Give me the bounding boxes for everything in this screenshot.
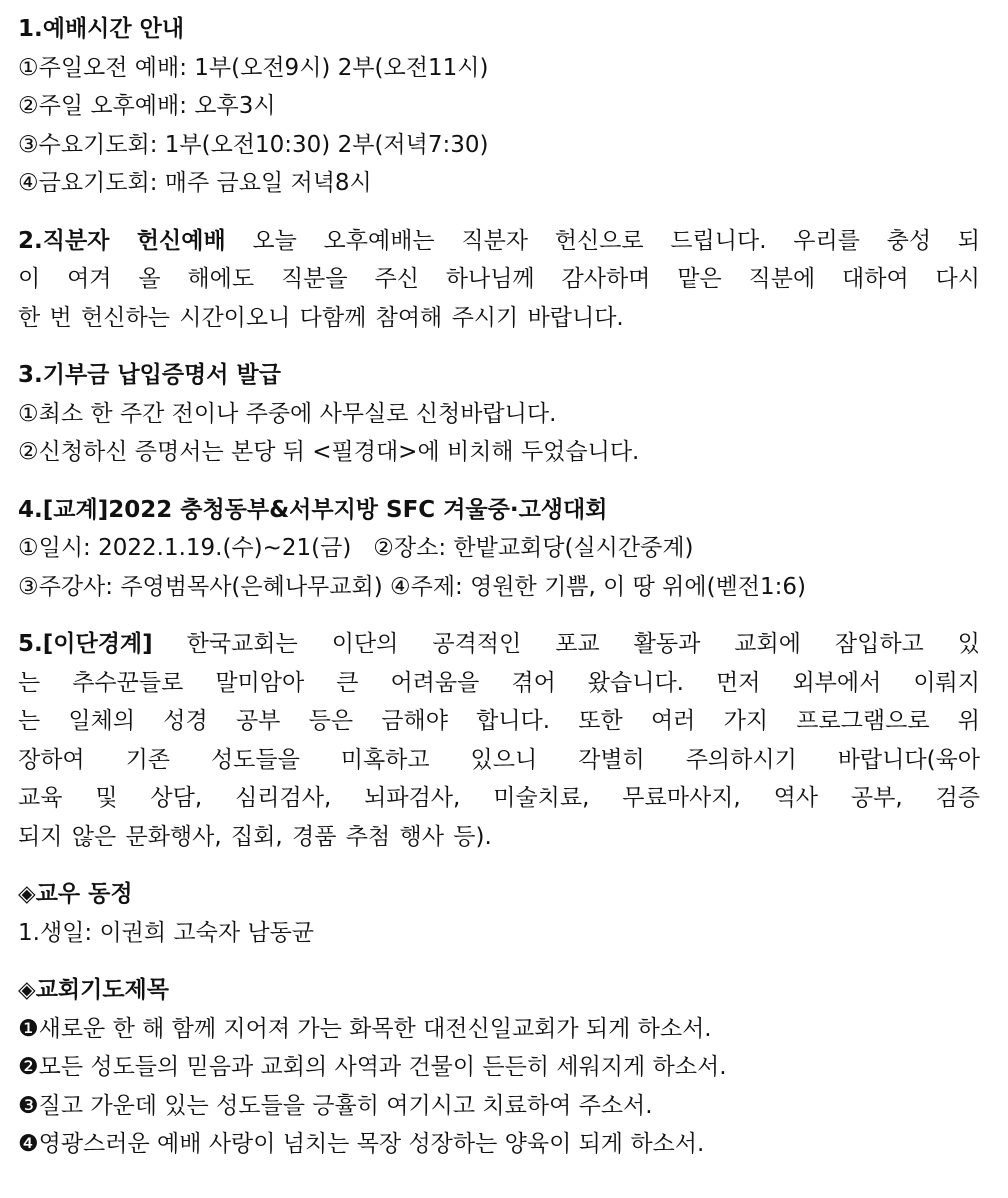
- dedication-line: 한 번 헌신하는 시간이오니 다함께 참여해 주시기 바랍니다.: [18, 304, 624, 331]
- dedication-line: 이 여겨 올 해에도 직분을 주신 하나님께 감사하며 맡은 직분에 대하여 다시: [18, 266, 980, 292]
- worship-times-item: ①주일오전 예배: 1부(오전9시) 2부(오전11시): [18, 54, 489, 81]
- donation-receipt-section: [18, 356, 980, 472]
- sfc-camp-item: ①일시: 2022.1.19.(수)~21(금) ②장소: 한밭교회당(실시간중계): [18, 535, 694, 561]
- worship-times-item: ②주일 오후예배: 오후3시: [18, 93, 276, 119]
- prayer-topic-item: ❸질고 가운데 있는 성도들을 긍휼히 여기시고 치료하여 주소서.: [18, 1092, 653, 1119]
- member-news-heading: ◈교우 동정: [18, 881, 133, 907]
- worship-times-heading: 1.예배시간 안내: [18, 16, 185, 42]
- worship-times-item: ④금요기도회: 매주 금요일 저녁8시: [18, 170, 372, 196]
- worship-times-item: ③수요기도회: 1부(오전10:30) 2부(저녁7:30): [18, 131, 489, 158]
- section-gap: [18, 472, 980, 491]
- heresy-warning-line: 되지 않은 문화행사, 집회, 경품 추첨 행사 등).: [18, 823, 492, 850]
- heresy-warning-line: 교육 및 상담, 심리검사, 뇌파검사, 미술치료, 무료마사지, 역사 공부, 검증: [18, 785, 980, 811]
- member-news-section: [18, 875, 980, 952]
- section-gap: [18, 606, 980, 625]
- donation-receipt-heading: 3.기부금 납입증명서 발급: [18, 362, 281, 388]
- section-gap: [18, 337, 980, 356]
- heresy-warning-heading: 5.[이단경계]: [18, 631, 153, 657]
- dedication-text: 오늘 오후예배는 직분자 헌신으로 드립니다. 우리를 충성 되: [225, 227, 980, 254]
- heresy-warning-line: 는 일체의 성경 공부 등은 금해야 합니다. 또한 여러 가지 프로그램으로 위: [18, 708, 980, 734]
- dedication-line: [18, 222, 980, 261]
- member-news-item: 1.생일: 이권희 고숙자 남동균: [18, 919, 315, 946]
- donation-receipt-item: ②신청하신 증명서는 본당 뒤 <필경대>에 비치해 두었습니다.: [18, 439, 640, 465]
- dedication-section: [18, 222, 980, 338]
- prayer-topics-heading: ◈교회기도제목: [18, 977, 169, 1003]
- donation-receipt-item: ①최소 한 주간 전이나 주중에 사무실로 신청바랍니다.: [18, 400, 557, 427]
- heresy-warning-section: [18, 625, 980, 856]
- sfc-camp-heading: 4.[교계]2022 충청동부&서부지방 SFC 겨울중·고생대회: [18, 496, 608, 523]
- heresy-warning-line: 장하여 기존 성도들을 미혹하고 있으니 각별히 주의하시기 바랍니다(육아: [18, 746, 980, 773]
- heresy-warning-line: [18, 625, 980, 664]
- sfc-camp-section: [18, 491, 980, 607]
- section-gap: [18, 952, 980, 971]
- section-gap: [18, 203, 980, 222]
- heresy-warning-line: 는 추수꾼들로 말미암아 큰 어려움을 겪어 왔습니다. 먼저 외부에서 이뤄지: [18, 669, 980, 696]
- dedication-heading: 2.직분자 헌신예배: [18, 227, 226, 254]
- heresy-warning-text: 한국교회는 이단의 공격적인 포교 활동과 교회에 잠입하고 있: [152, 631, 980, 657]
- prayer-topic-item: ❹영광스러운 예배 사랑이 넘치는 목장 성장하는 양육이 되게 하소서.: [18, 1131, 705, 1157]
- section-gap: [18, 856, 980, 875]
- prayer-topic-item: ❶새로운 한 해 함께 지어져 가는 화목한 대전신일교회가 되게 하소서.: [18, 1015, 712, 1042]
- sfc-camp-item: ③주강사: 주영범목사(은혜나무교회) ④주제: 영원한 기쁨, 이 땅 위에(벧전1:6): [18, 573, 807, 600]
- prayer-topics-section: [18, 971, 980, 1164]
- prayer-topic-item: ❷모든 성도들의 믿음과 교회의 사역과 건물이 든든히 세워지게 하소서.: [18, 1054, 727, 1080]
- worship-times-section: [18, 10, 980, 203]
